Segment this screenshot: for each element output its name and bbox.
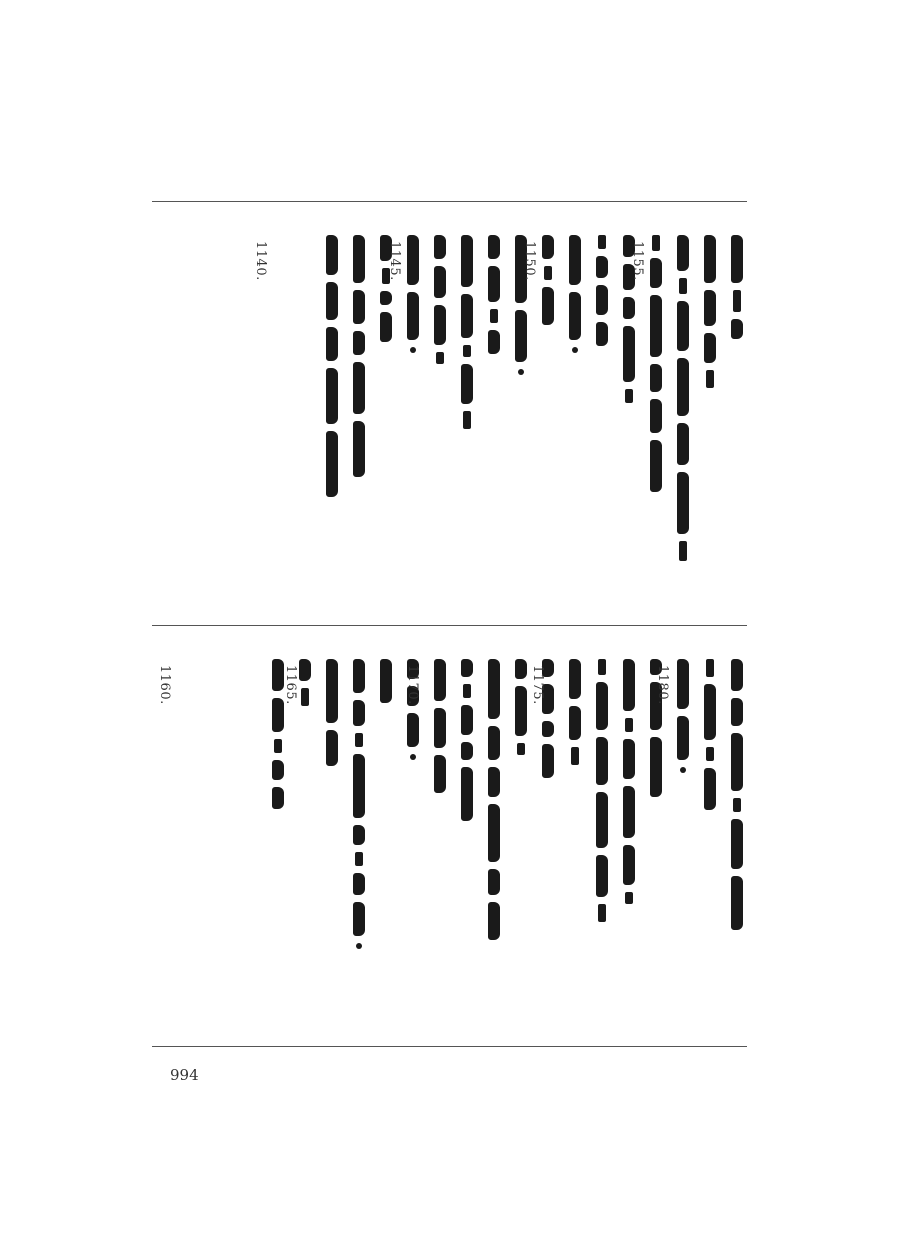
script-word bbox=[299, 659, 311, 681]
script-word bbox=[623, 739, 635, 779]
script-word bbox=[623, 297, 635, 319]
verse-line bbox=[727, 659, 747, 930]
script-word bbox=[677, 358, 689, 416]
script-word bbox=[436, 352, 444, 364]
script-word bbox=[542, 287, 554, 325]
script-word bbox=[463, 684, 471, 698]
script-word bbox=[596, 682, 608, 730]
verse-end-mark bbox=[572, 347, 578, 353]
verse-line bbox=[673, 659, 693, 773]
script-word bbox=[488, 804, 500, 862]
script-word bbox=[488, 869, 500, 895]
line-number: 1170. bbox=[405, 665, 420, 705]
page-number: 994 bbox=[170, 1066, 199, 1084]
verse-line bbox=[565, 659, 585, 765]
script-word bbox=[598, 235, 606, 249]
script-word bbox=[326, 282, 338, 320]
script-word bbox=[731, 698, 743, 726]
verse-line bbox=[349, 235, 369, 477]
script-word bbox=[596, 855, 608, 897]
script-word bbox=[542, 721, 554, 737]
line-number: 1150. bbox=[522, 241, 537, 281]
script-word bbox=[544, 266, 552, 280]
line-number: 1180. bbox=[655, 665, 670, 705]
script-word bbox=[733, 798, 741, 812]
script-word bbox=[355, 733, 363, 747]
script-word bbox=[650, 399, 662, 433]
line-number: 1140. bbox=[253, 241, 268, 281]
script-word bbox=[488, 902, 500, 940]
script-word bbox=[461, 364, 473, 404]
script-word bbox=[596, 792, 608, 848]
script-word bbox=[488, 235, 500, 259]
script-word bbox=[596, 285, 608, 315]
script-word bbox=[731, 876, 743, 930]
script-word bbox=[677, 659, 689, 709]
verse-end-mark bbox=[410, 754, 416, 760]
verse-line bbox=[538, 235, 558, 325]
verse-line bbox=[592, 235, 612, 346]
script-word bbox=[706, 747, 714, 761]
script-word bbox=[704, 290, 716, 326]
line-number: 1160. bbox=[157, 665, 172, 705]
script-word bbox=[326, 730, 338, 766]
script-word bbox=[650, 364, 662, 392]
script-word bbox=[677, 423, 689, 465]
script-word bbox=[461, 235, 473, 287]
script-word bbox=[355, 852, 363, 866]
script-word bbox=[353, 659, 365, 693]
script-word bbox=[677, 472, 689, 534]
script-word bbox=[488, 659, 500, 719]
script-word bbox=[353, 902, 365, 936]
script-word bbox=[625, 892, 633, 904]
verse-line bbox=[700, 659, 720, 810]
bottom-rule bbox=[152, 1046, 747, 1047]
script-word bbox=[326, 431, 338, 497]
script-word bbox=[353, 290, 365, 324]
script-word bbox=[407, 235, 419, 285]
script-word bbox=[272, 760, 284, 780]
verse-line bbox=[349, 659, 369, 949]
script-word bbox=[515, 686, 527, 736]
script-word bbox=[461, 294, 473, 338]
script-word bbox=[488, 726, 500, 760]
script-word bbox=[731, 733, 743, 791]
script-word bbox=[274, 739, 282, 753]
line-number: 1155. bbox=[630, 241, 645, 281]
verse-line bbox=[484, 659, 504, 940]
script-word bbox=[326, 368, 338, 424]
script-word bbox=[353, 331, 365, 355]
upper-verse-block bbox=[152, 205, 747, 620]
script-word bbox=[542, 235, 554, 259]
verse-line bbox=[700, 235, 720, 388]
script-word bbox=[380, 291, 392, 305]
script-word bbox=[353, 421, 365, 477]
script-word bbox=[677, 301, 689, 351]
verse-line bbox=[457, 659, 477, 821]
script-word bbox=[434, 266, 446, 298]
middle-rule bbox=[152, 625, 747, 626]
script-word bbox=[434, 235, 446, 259]
script-word bbox=[461, 767, 473, 821]
script-word bbox=[650, 258, 662, 288]
script-word bbox=[407, 713, 419, 747]
verse-line bbox=[511, 659, 531, 755]
script-word bbox=[380, 659, 392, 703]
script-word bbox=[353, 700, 365, 726]
verse-end-mark bbox=[680, 767, 686, 773]
line-number: 1145. bbox=[387, 241, 402, 281]
script-word bbox=[434, 305, 446, 345]
verse-line bbox=[457, 235, 477, 429]
script-word bbox=[515, 659, 527, 679]
script-word bbox=[704, 684, 716, 740]
top-rule bbox=[152, 201, 747, 202]
verse-line bbox=[646, 235, 666, 492]
script-word bbox=[704, 333, 716, 363]
script-word bbox=[571, 747, 579, 765]
script-word bbox=[598, 904, 606, 922]
script-word bbox=[463, 345, 471, 357]
script-word bbox=[598, 659, 606, 675]
script-word bbox=[353, 235, 365, 283]
script-word bbox=[623, 845, 635, 885]
script-word bbox=[706, 370, 714, 388]
verse-end-mark bbox=[518, 369, 524, 375]
script-word bbox=[380, 312, 392, 342]
script-word bbox=[650, 737, 662, 797]
script-word bbox=[625, 389, 633, 403]
script-word bbox=[434, 708, 446, 748]
script-word bbox=[488, 330, 500, 354]
script-word bbox=[461, 705, 473, 735]
script-word bbox=[731, 819, 743, 869]
verse-line bbox=[673, 235, 693, 561]
script-word bbox=[461, 742, 473, 760]
script-word bbox=[569, 659, 581, 699]
script-word bbox=[596, 737, 608, 785]
script-word bbox=[434, 659, 446, 701]
verse-line bbox=[295, 659, 315, 706]
script-word bbox=[461, 659, 473, 677]
script-word bbox=[679, 278, 687, 294]
lower-verse-block bbox=[152, 629, 747, 1041]
script-word bbox=[569, 235, 581, 285]
verse-line bbox=[592, 659, 612, 922]
script-word bbox=[488, 767, 500, 797]
verse-line bbox=[565, 235, 585, 353]
script-word bbox=[463, 411, 471, 429]
script-word bbox=[733, 290, 741, 312]
verse-line bbox=[322, 659, 342, 766]
verse-line bbox=[322, 235, 342, 497]
script-word bbox=[326, 235, 338, 275]
script-word bbox=[706, 659, 714, 677]
line-number: 1165. bbox=[283, 665, 298, 705]
script-word bbox=[623, 786, 635, 838]
script-word bbox=[677, 235, 689, 271]
script-word bbox=[596, 256, 608, 278]
script-word bbox=[731, 659, 743, 691]
verse-end-mark bbox=[356, 943, 362, 949]
script-word bbox=[272, 787, 284, 809]
verse-line bbox=[430, 659, 450, 793]
verse-end-mark bbox=[410, 347, 416, 353]
script-word bbox=[731, 235, 743, 283]
verse-line bbox=[376, 659, 396, 703]
script-word bbox=[652, 235, 660, 251]
verse-line bbox=[430, 235, 450, 364]
script-word bbox=[517, 743, 525, 755]
verse-line bbox=[403, 235, 423, 353]
verse-line bbox=[727, 235, 747, 339]
line-number: 1175. bbox=[530, 665, 545, 705]
script-word bbox=[569, 706, 581, 740]
script-word bbox=[623, 659, 635, 711]
script-word bbox=[407, 292, 419, 340]
script-word bbox=[679, 541, 687, 561]
verse-line bbox=[484, 235, 504, 354]
script-word bbox=[488, 266, 500, 302]
script-word bbox=[326, 327, 338, 361]
script-word bbox=[353, 362, 365, 414]
script-word bbox=[623, 326, 635, 382]
script-word bbox=[490, 309, 498, 323]
script-word bbox=[542, 744, 554, 778]
script-word bbox=[515, 310, 527, 362]
script-word bbox=[353, 873, 365, 895]
script-word bbox=[704, 768, 716, 810]
script-word bbox=[353, 825, 365, 845]
script-word bbox=[650, 440, 662, 492]
script-word bbox=[625, 718, 633, 732]
script-word bbox=[731, 319, 743, 339]
script-word bbox=[596, 322, 608, 346]
script-word bbox=[650, 295, 662, 357]
script-word bbox=[677, 716, 689, 760]
script-word bbox=[704, 235, 716, 283]
verse-line bbox=[619, 659, 639, 904]
script-word bbox=[326, 659, 338, 723]
script-word bbox=[301, 688, 309, 706]
script-word bbox=[569, 292, 581, 340]
script-word bbox=[353, 754, 365, 818]
script-word bbox=[434, 755, 446, 793]
